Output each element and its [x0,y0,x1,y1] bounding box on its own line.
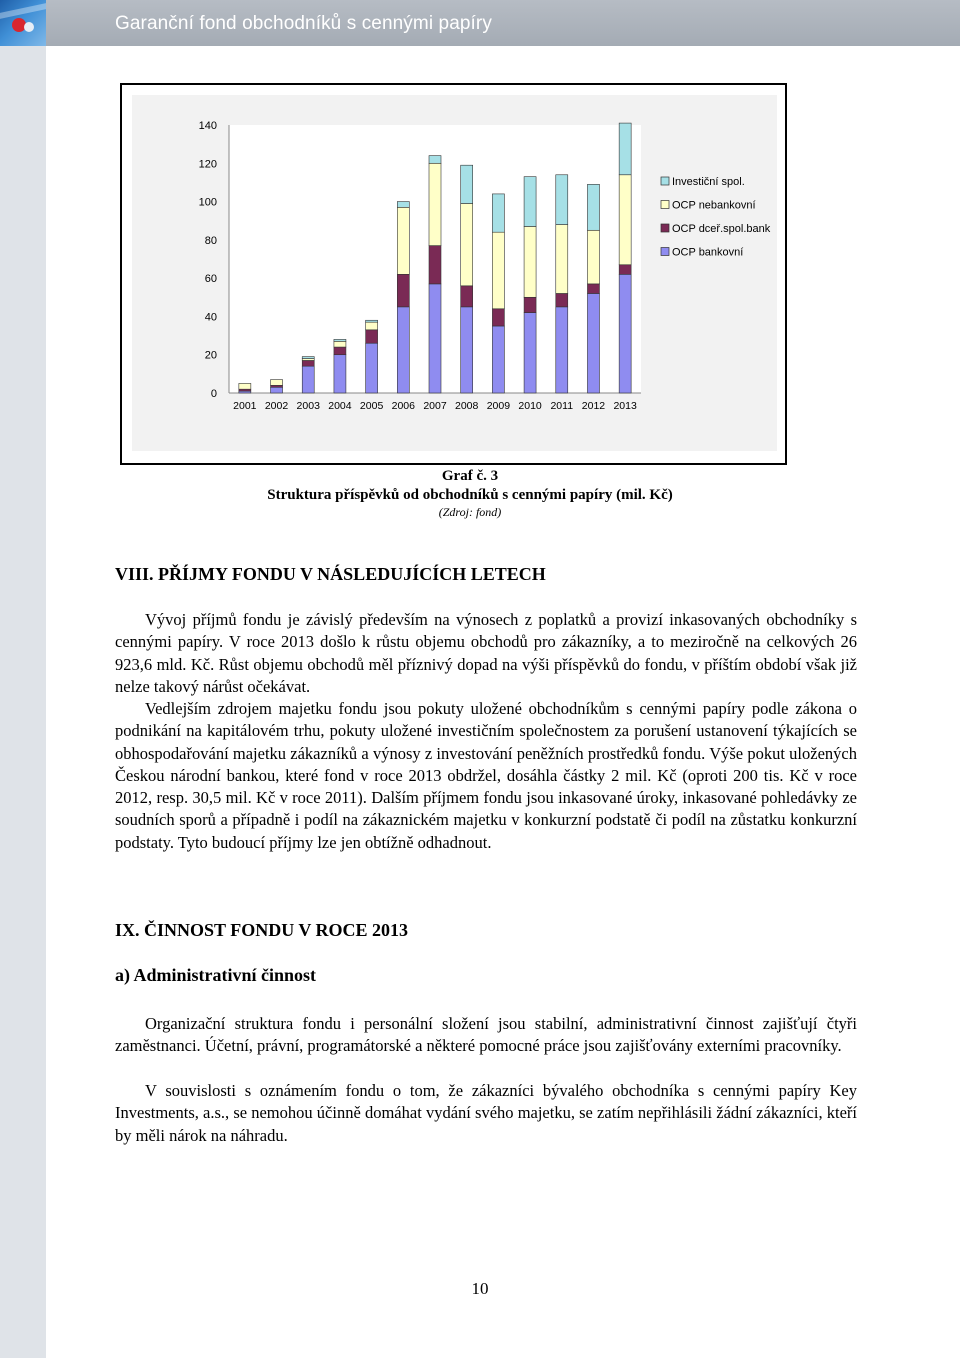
section-viii-paragraph-1: Vývoj příjmů fondu je závislý především na výnosech z poplatků a provizí inkasovaných obchodníky s cennými papíry. V roce 2013 došlo k růstu objemu obchodů pro zákazníky, a to meziročně na celkových 26 923,6 mld. Kč. Růst objemu obchodů měl příznivý dopad na výši příspěvků do fondu, v příštím období však již nelze takový nárůst očekávat. [115,610,857,696]
y-tick-label: 80 [204,234,217,247]
bar-segment [271,387,283,393]
legend-label: OCP bankovní [672,246,744,259]
bar-segment [556,307,568,393]
bar-segment [302,360,314,366]
bar-segment [524,313,536,393]
bar-segment [366,322,378,330]
x-tick-label: 2010 [518,400,542,412]
x-tick-label: 2013 [613,400,637,412]
bar-segment [587,293,599,393]
section-viii-paragraph-2: Vedlejším zdrojem majetku fondu jsou pokuty uložené obchodníkům s cennými papíry podle zákona o podnikání na kapitálovém trhu, pokuty uložené investičním společnostem za porušení ustanovení týkajících se obhospodařování majetku zákazníků a výnosy z investování peněžních prostředků fondu. Výše pokut uložených Českou národní bankou, které fond v roce 2013 obdržel, dosáhla částky 2 mil. Kč (oproti 200 tis. Kč v roce 2012, resp. 30,5 mil. Kč v roce 2011). Dalším příjmem fondu jsou inkasované úroky, inkasované pohledávky ze soudních sporů a případně i podíl na zákaznickém majetku v konkurzní podstatě či podíl na zůstatku konkurzní podstaty. Tyto budoucí příjmy lze jen obtížně odhadnout. [115,699,857,852]
bar-segment [556,175,568,225]
x-tick-label: 2011 [550,400,574,412]
x-tick-label: 2006 [391,400,415,412]
x-tick-label: 2009 [486,400,511,412]
x-tick-label: 2005 [359,400,384,412]
x-tick-label: 2002 [264,400,289,412]
header-title: Garanční fond obchodníků s cennými papíry [115,13,492,34]
bar-segment [334,347,346,355]
bar-segment [619,274,631,393]
header-bar [0,0,960,46]
bar-segment [587,284,599,294]
bar-segment [397,207,409,274]
y-tick-label: 60 [204,273,217,286]
section-ix-paragraph-1: Organizační struktura fondu i personální složení jsou stabilní, administrativní činnost zajišťují čtyři zaměstnanci. Účetní, právní, programátorské a některé pomocné práce jsou zajišťovány externími pracovníky. [115,1014,857,1056]
subheading-administrativni-cinnost: a) Administrativní činnost [115,965,317,985]
bar-segment [461,286,473,307]
y-tick-label: 0 [210,388,217,400]
bar-segment [461,307,473,393]
bar-segment [619,175,631,265]
bar-segment [429,163,441,245]
legend-swatch [661,177,669,185]
x-tick-label: 2008 [455,400,479,412]
section-heading-ix: IX. ČINNOST FONDU V ROCE 2013 [115,920,409,940]
bar-segment [366,320,378,322]
bar-segment [587,184,599,230]
y-tick-label: 120 [198,158,217,171]
bar-segment [461,203,473,285]
page-number: 10 [471,1279,489,1298]
bar-segment [302,357,314,359]
legend-swatch [661,224,669,232]
legend-swatch [661,248,669,256]
section-heading-viii: VIII. PŘÍJMY FONDU V NÁSLEDUJÍCÍCH LETECH [115,564,546,584]
bar-segment [366,330,378,343]
chart-caption-title: Struktura příspěvků od obchodníků s cennými papíry (mil. Kč) [267,487,673,503]
stacked-bar-chart [122,85,785,463]
bar-segment [524,226,536,297]
legend-label: OCP dceř.spol.bank [672,223,771,235]
bar-segment [619,123,631,175]
left-margin-strip [0,0,46,1358]
y-tick-label: 140 [198,120,217,132]
bar-segment [397,202,409,208]
bar-segment [397,274,409,307]
bar-segment [334,341,346,347]
bar-segment [556,293,568,306]
bar-segment [587,230,599,284]
bar-segment [492,232,504,309]
y-tick-label: 20 [204,349,217,362]
x-tick-label: 2012 [581,400,606,412]
y-tick-label: 100 [198,196,217,209]
bar-segment [619,265,631,275]
bar-segment [239,383,251,389]
bar-segment [492,326,504,393]
bar-segment [429,246,441,284]
bar-segment [492,194,504,232]
legend-swatch [661,201,669,209]
bar-segment [429,284,441,393]
bar-segment [302,366,314,393]
y-tick-label: 40 [204,311,217,324]
bar-segment [271,380,283,386]
x-tick-label: 2004 [328,400,352,412]
bar-segment [524,177,536,227]
x-tick-label: 2001 [233,400,257,412]
x-tick-label: 2003 [296,400,320,412]
bar-segment [334,339,346,341]
bar-segment [556,225,568,294]
legend-label: Investiční spol. [672,176,745,188]
chart-caption-label: Graf č. 3 [441,468,499,484]
section-ix-paragraph-2: V souvislosti s oznámením fondu o tom, že zákazníci bývalého obchodníka s cennými papíry Key Investments, a.s., se nemohou účinně domáhat vydání svého majetku, se zatím nepřihlásili žádní zákazníci, kteří by měli nárok na náhradu. [115,1081,857,1145]
bar-segment [366,343,378,393]
bar-segment [492,309,504,326]
x-tick-label: 2007 [423,400,447,412]
bar-segment [524,297,536,312]
chart-caption-source: (Zdroj: fond) [438,505,502,519]
legend-label: OCP nebankovní [672,199,756,212]
bar-segment [334,355,346,393]
bar-segment [397,307,409,393]
fund-logo-icon [0,0,46,46]
bar-segment [429,156,441,164]
chart-frame [120,83,787,465]
bar-segment [461,165,473,203]
